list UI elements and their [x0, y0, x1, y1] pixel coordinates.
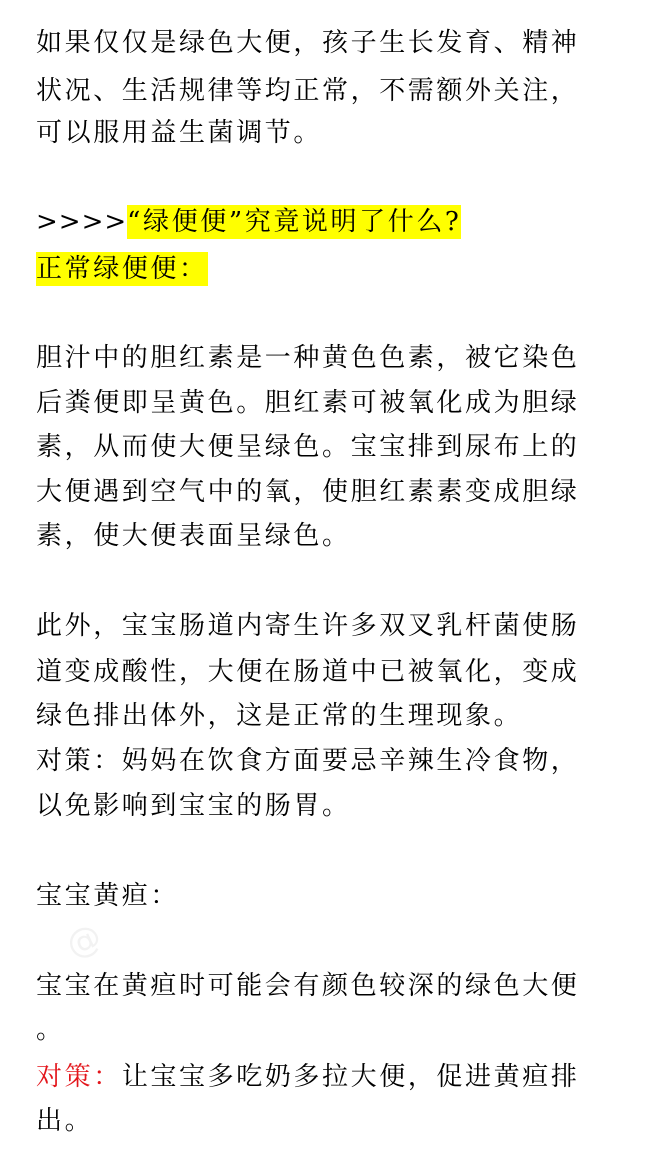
paragraph-2-line-4: 大便遇到空气中的氧，使胆红素素变成胆绿: [36, 477, 580, 507]
section-heading-text: “绿便便”究竟说明了什么?: [127, 207, 462, 237]
countermeasure-label: 对策：: [36, 1062, 122, 1092]
paragraph-2-line-1: 胆汁中的胆红素是一种黄色色素，被它染色: [36, 343, 580, 373]
paragraph-2-line-3: 素，从而使大便呈绿色。宝宝排到尿布上的: [36, 432, 580, 462]
normal-heading-line: [36, 253, 626, 285]
paragraph-4-line-3: [36, 1061, 626, 1093]
watermark: @: [60, 913, 114, 967]
paragraph-4-line-1: 宝宝在黄疸时可能会有颜色较深的绿色大便: [36, 971, 580, 1001]
paragraph-3-line-4: 对策：妈妈在饮食方面要忌辛辣生冷食物，: [36, 746, 580, 776]
paragraph-3-line-2: 道变成酸性，大便在肠道中已被氧化，变成: [36, 657, 580, 687]
paragraph-2-line-5: 素，使大便表面呈绿色。: [36, 521, 351, 551]
paragraph-1-line-2: 状况、生活规律等均正常，不需额外关注，: [36, 76, 580, 106]
jaundice-heading: 宝宝黄疸：: [36, 881, 180, 911]
paragraph-4-line-2: 。: [36, 1015, 65, 1045]
normal-heading: 正常绿便便：: [36, 254, 208, 284]
countermeasure-text: 让宝宝多吃奶多拉大便，促进黄疸排: [121, 1062, 580, 1092]
paragraph-1-line-1: 如果仅仅是绿色大便，孩子生长发育、精神: [36, 28, 580, 58]
paragraph-4-line-4: 出。: [36, 1106, 94, 1136]
paragraph-2-line-2: 后粪便即呈黄色。胆红素可被氧化成为胆绿: [36, 388, 580, 418]
paragraph-3-line-3: 绿色排出体外，这是正常的生理现象。: [36, 701, 523, 731]
paragraph-3-line-5: 以免影响到宝宝的肠胃。: [36, 791, 351, 821]
section-heading: [36, 206, 626, 238]
section-heading-arrows: >>>>: [36, 207, 128, 237]
paragraph-3-line-1: 此外，宝宝肠道内寄生许多双叉乳杆菌使肠: [36, 611, 580, 641]
paragraph-1-line-3: 可以服用益生菌调节。: [36, 118, 323, 148]
